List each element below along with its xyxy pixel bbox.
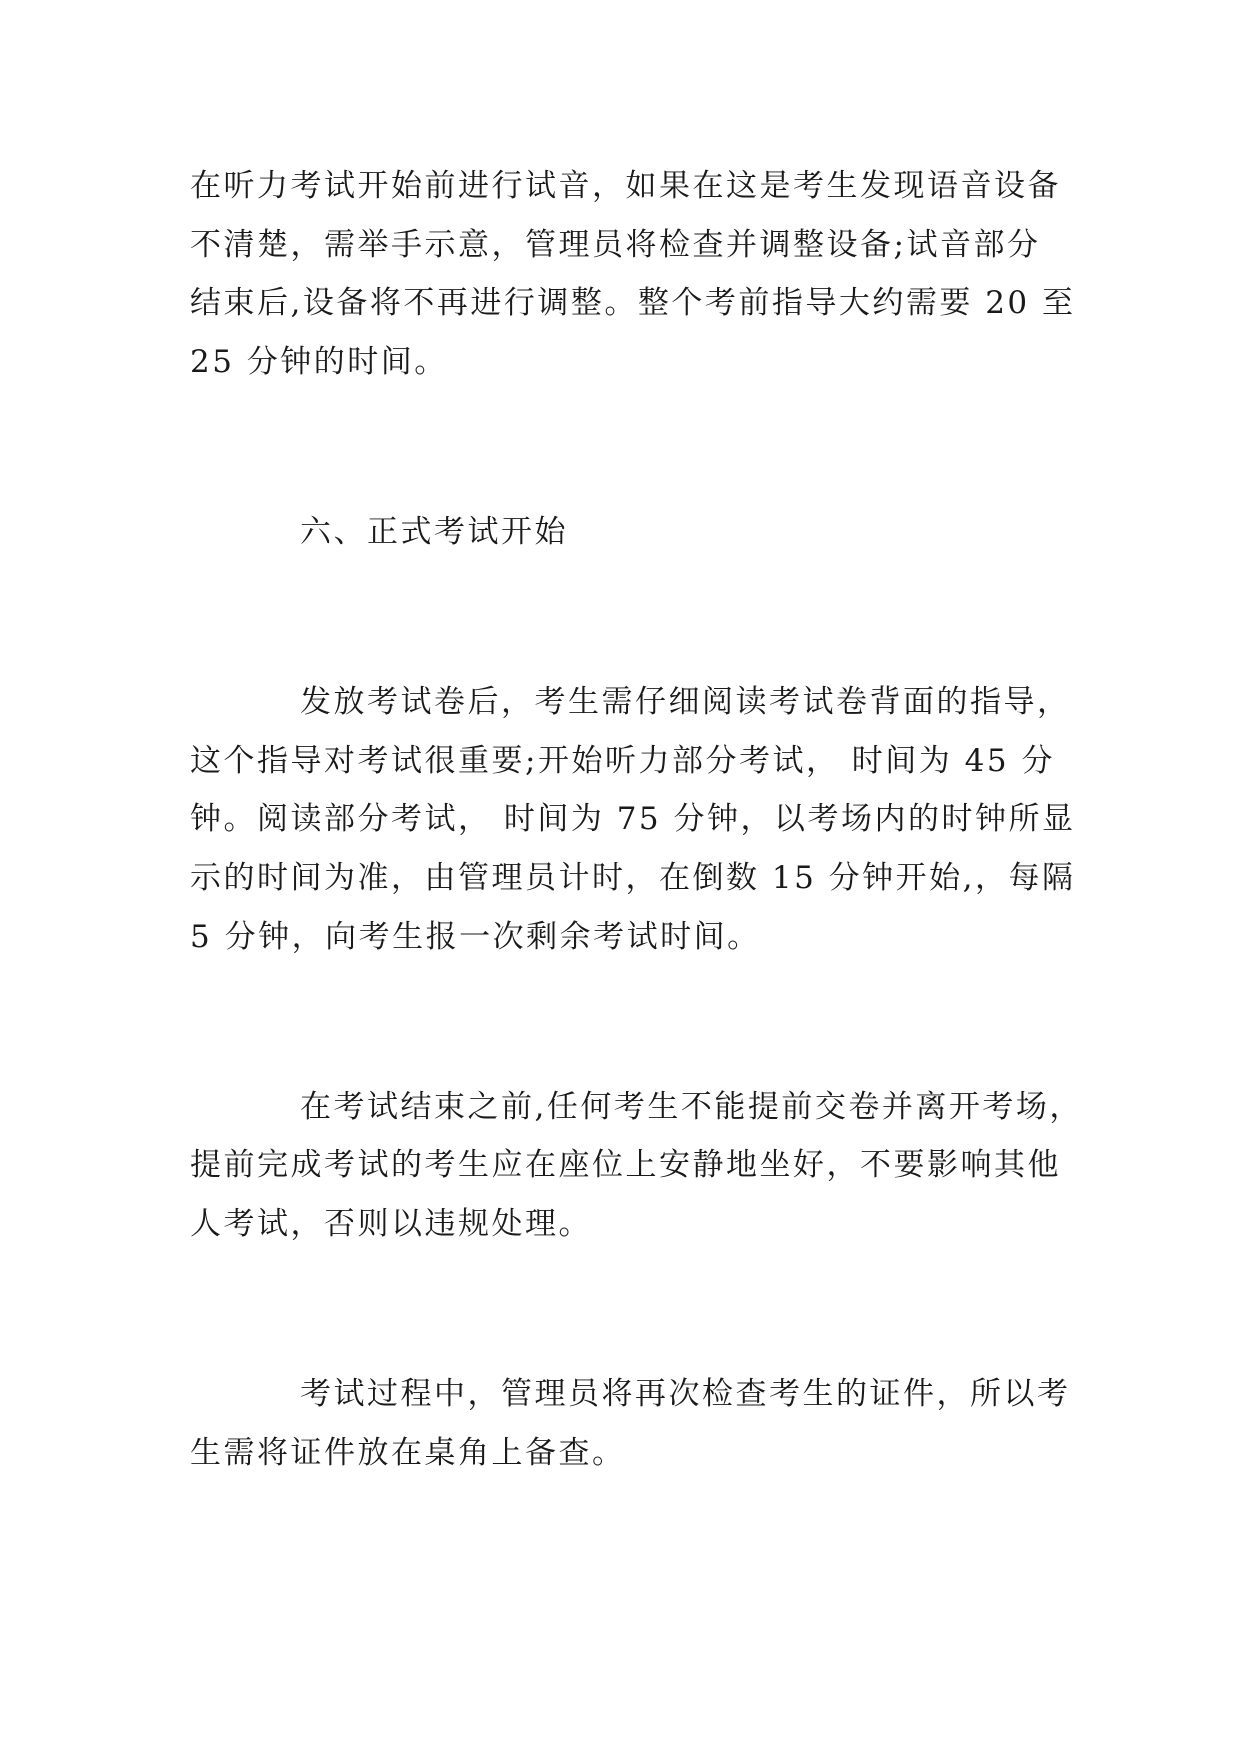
text-line: 25 分钟的时间。 (190, 344, 448, 380)
section-heading: 六、正式考试开始 (300, 514, 568, 550)
text-line: 人考试，否则以违规处理。 (190, 1206, 592, 1242)
text-line: 这个指导对考试很重要;开始听力部分考试， 时间为 45 分 (190, 743, 1055, 779)
text-line: 5 分钟，向考生报一次剩余考试时间。 (190, 919, 761, 955)
text-line: 考试过程中，管理员将再次检查考生的证件，所以考 (300, 1376, 1071, 1412)
text-line: 示的时间为准，由管理员计时，在倒数 15 分钟开始,，每隔 (190, 860, 1076, 896)
text-line: 生需将证件放在桌角上备查。 (190, 1435, 626, 1471)
text-line: 不清楚，需举手示意，管理员将检查并调整设备;试音部分 (190, 227, 1041, 263)
text-line: 提前完成考试的考生应在座位上安静地坐好，不要影响其他 (190, 1147, 1061, 1183)
text-line: 在听力考试开始前进行试音，如果在这是考生发现语音设备 (190, 168, 1061, 204)
text-line: 钟。阅读部分考试， 时间为 75 分钟，以考场内的时钟所显 (190, 801, 1076, 837)
text-line: 在考试结束之前,任何考生不能提前交卷并离开考场， (300, 1089, 1083, 1125)
text-line: 发放考试卷后，考生需仔细阅读考试卷背面的指导， (300, 684, 1071, 720)
text-line: 结束后,设备将不再进行调整。整个考前指导大约需要 20 至 (190, 285, 1076, 321)
